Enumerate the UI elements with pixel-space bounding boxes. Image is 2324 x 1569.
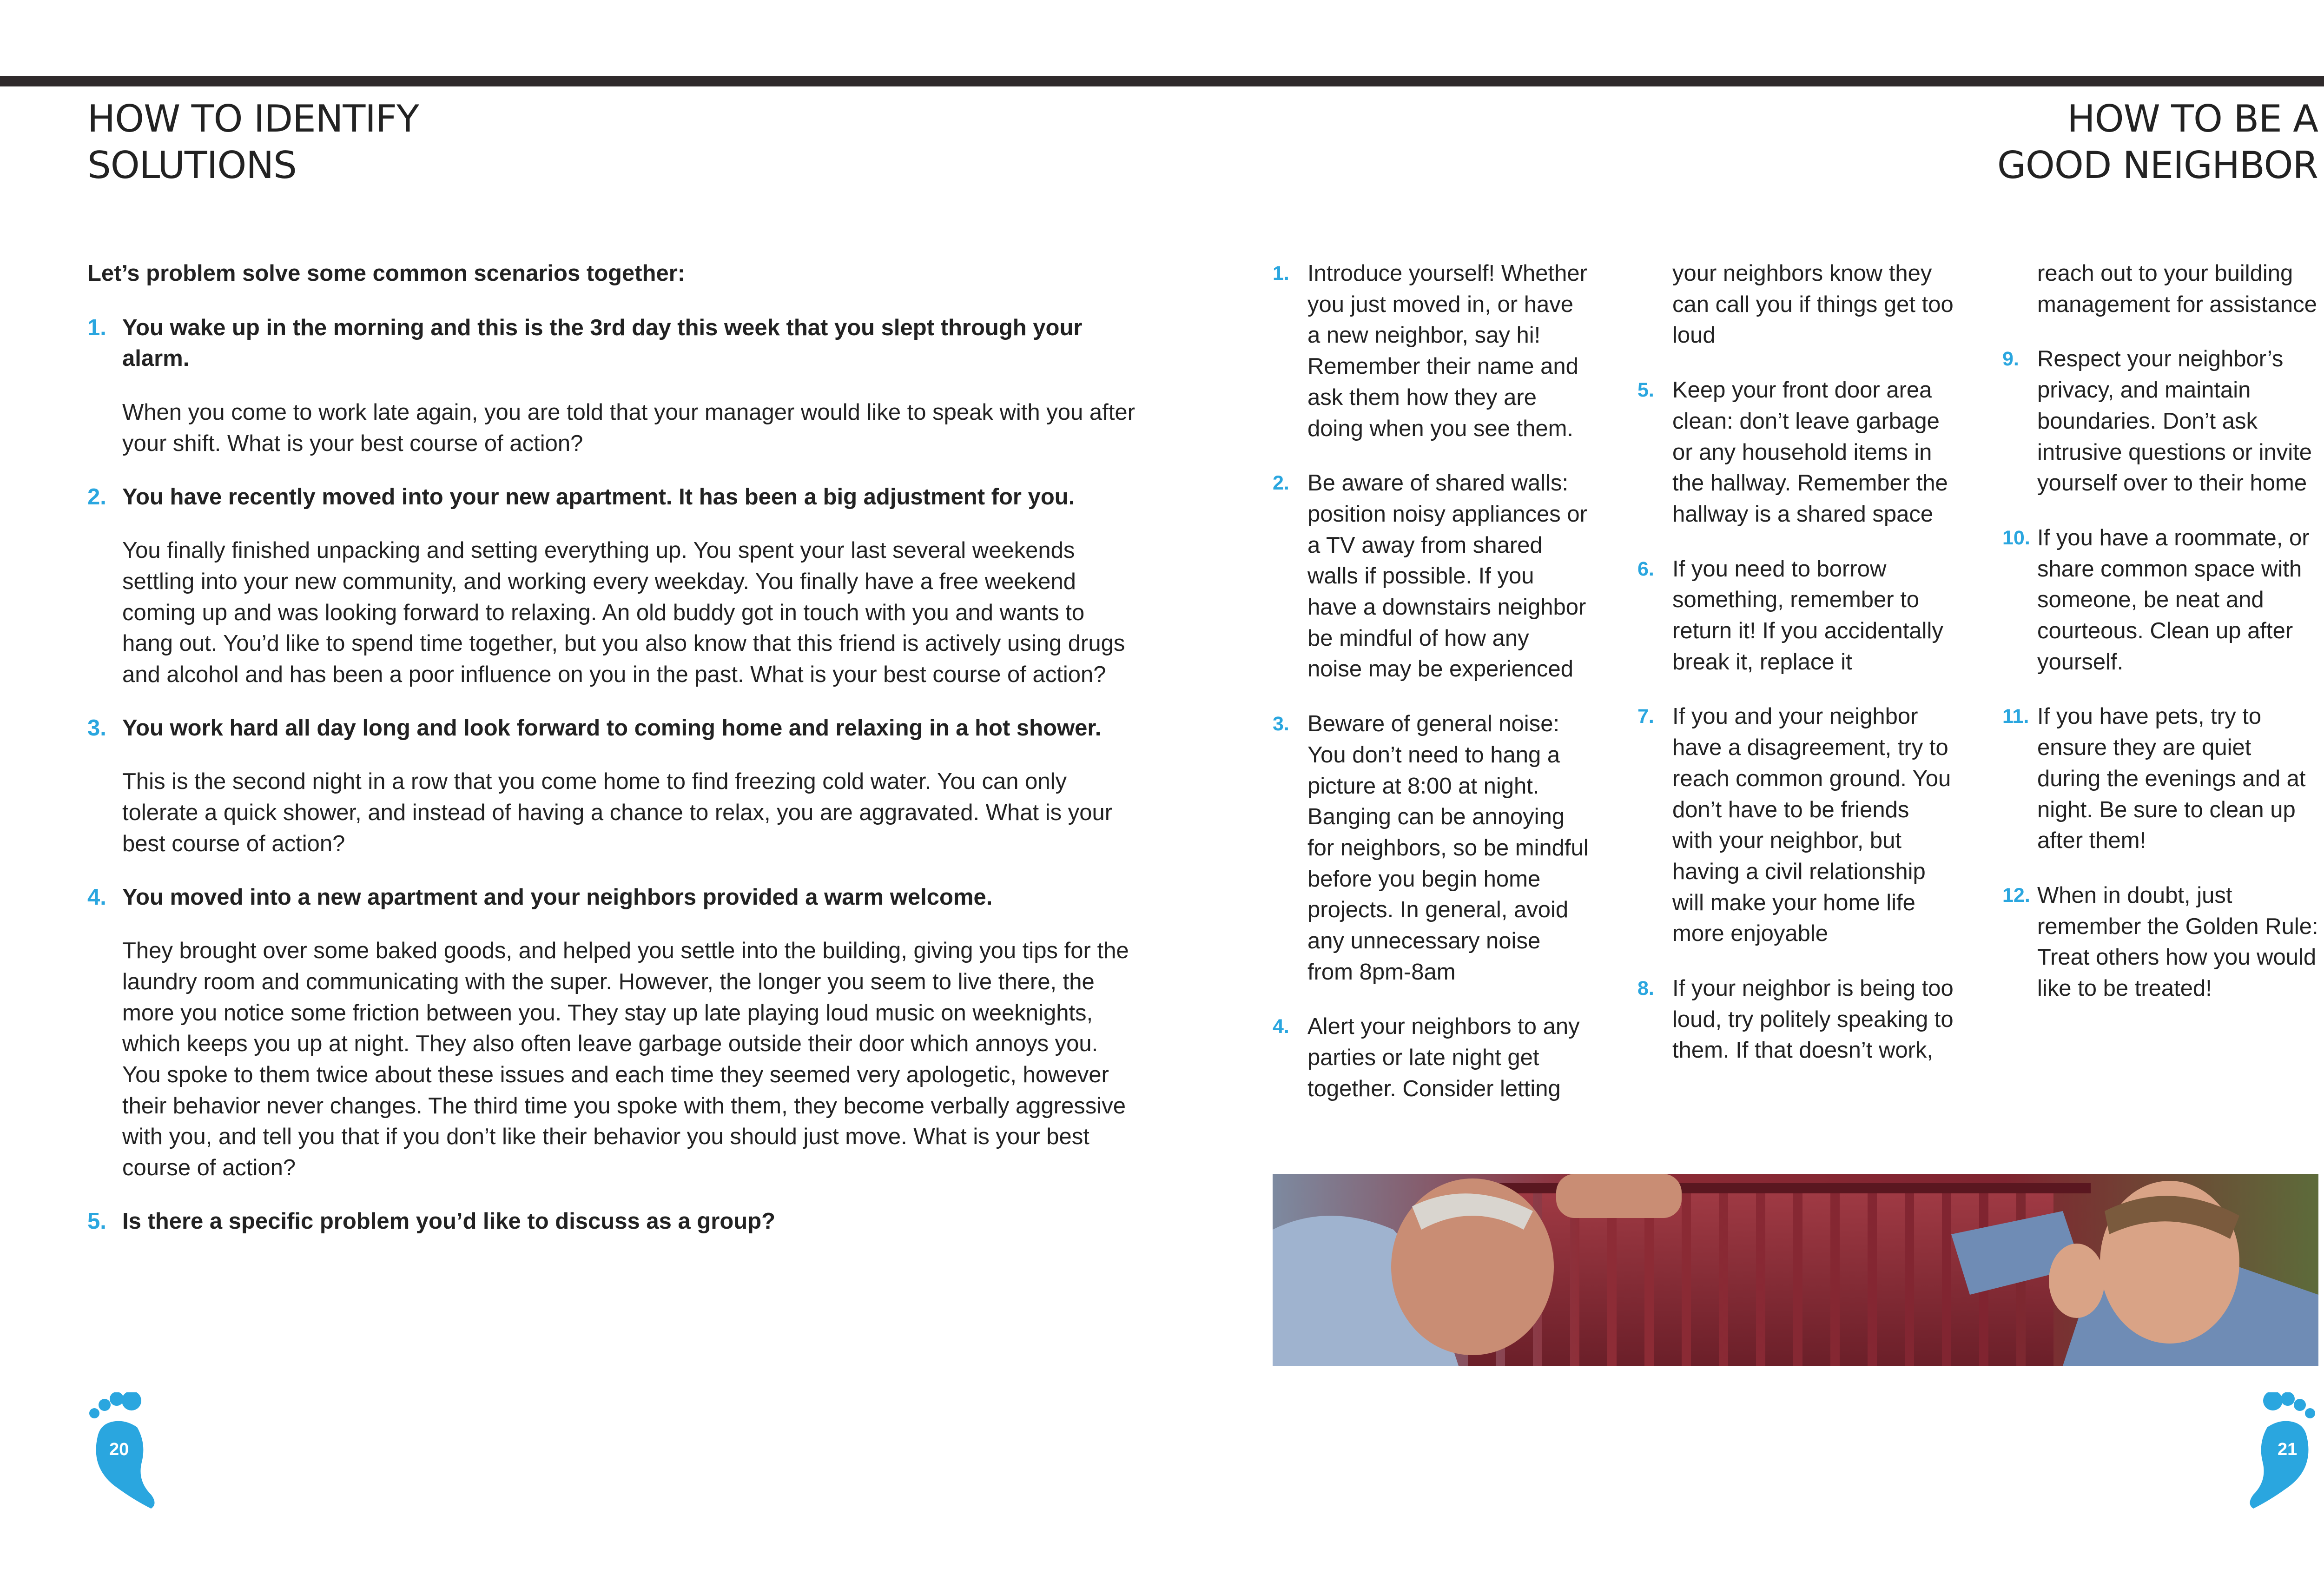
tip-text: If you have pets, try to ensure they are quiet during the evenings and at night. Be sure to clean up after them! [2037, 704, 2306, 854]
tip-number: 11. [2002, 705, 2029, 728]
neighbors-photo-illustration [1273, 1174, 2318, 1366]
scenario-question: You work hard all day long and look forward to coming home and relaxing in a hot shower. [122, 715, 1102, 741]
right-page-title [1807, 96, 2318, 189]
tip-text: Alert your neighbors to any parties or late night get together. Consider letting your neighbors know they can call you if things get too loud [1307, 261, 1954, 1101]
tip-number: 7. [1637, 705, 1654, 728]
tip-item [1637, 375, 1954, 530]
tip-text: Be aware of shared walls: position noisy appliances or a TV away from shared walls if possible. If you have a downstairs neighbor be mindful of how any noise may be experienced [1307, 470, 1587, 682]
right-title-line-2: GOOD NEIGHBOR [1997, 144, 2318, 187]
tip-text: If you and your neighbor have a disagreement, try to reach common ground. You don’t have to be friends with your neighbor, but having a civil relationship will make your home life more enjoyable [1672, 704, 1951, 947]
tip-item [1637, 554, 1954, 678]
neighbor-tips-list [1273, 258, 2318, 1109]
scenario-number: 5. [87, 1208, 106, 1234]
tip-number: 6. [1637, 557, 1654, 580]
scenario-number: 2. [87, 484, 106, 510]
tip-text: When in doubt, just remember the Golden Rule: Treat others how you would like to be treated! [2037, 882, 2318, 1001]
scenario-number: 4. [87, 884, 106, 910]
page-number-right: 21 [2278, 1440, 2298, 1459]
footprint-right-graphic [2235, 1392, 2318, 1513]
tip-text: Keep your front door area clean: don’t leave garbage or any household items in the hallway. Remember the hallway is a shared space [1672, 377, 1948, 527]
tip-item [2002, 523, 2318, 678]
footprint-icon [86, 1392, 170, 1513]
scenario-description: You finally finished unpacking and setting everything up. You spent your last several weekends settling into your new community, and working every weekday. You finally have a free weekend coming up and was looking forward to relaxing. An old buddy got in touch with you and wants to hang out. You’d like to spend time together, but you also know that this friend is actively using drugs and alcohol and has been a poor influence on you in the past. What is your best course of action? [122, 538, 1125, 688]
scenarios-intro: Let’s problem solve some common scenarios together: [87, 261, 686, 286]
tip-number: 5. [1637, 379, 1654, 402]
tip-number: 1. [1273, 262, 1289, 285]
left-page-title [87, 96, 506, 189]
top-rule [0, 76, 2324, 86]
scenario-question: You wake up in the morning and this is the 3rd day this week that you slept through your alarm. [122, 315, 1083, 371]
tip-number: 2. [1273, 472, 1289, 495]
tip-number: 9. [2002, 348, 2019, 371]
scenario-number: 3. [87, 715, 106, 741]
tip-item [2002, 880, 2318, 1004]
footprint-icon [2235, 1392, 2318, 1513]
tip-item [1273, 468, 1589, 685]
scenario-description: When you come to work late again, you are told that your manager would like to speak with you after your shift. What is your best course of action? [122, 400, 1135, 456]
tip-text: If you need to borrow something, remember to return it! If you accidentally break it, replace it [1672, 556, 1943, 675]
tip-item [1273, 258, 1589, 444]
tip-number: 4. [1273, 1015, 1289, 1038]
right-title-line-1: HOW TO BE A [2067, 97, 2318, 140]
tip-number: 8. [1637, 977, 1654, 1000]
neighbors-photo [1273, 1174, 2318, 1366]
scenario-item [87, 312, 1138, 459]
left-title-line-1: HOW TO IDENTIFY [87, 97, 419, 140]
tip-text: If you have a roommate, or share common space with someone, be neat and courteous. Clean up after yourself. [2037, 525, 2310, 675]
tip-text: If your neighbor is being too loud, try politely speaking to them. If that doesn’t work, reach out to your building management for assistance [1672, 261, 2317, 1063]
page-number-left: 20 [109, 1440, 129, 1459]
tip-number: 12. [2002, 884, 2030, 907]
tip-item [1273, 708, 1589, 987]
tip-number: 3. [1273, 713, 1289, 735]
scenario-item [87, 1206, 1138, 1237]
scenarios-section [87, 258, 1138, 1259]
tip-text: Beware of general noise: You don’t need to hang a picture at 8:00 at night. Banging can be annoying for neighbors, so be mindful before you begin home projects. In general, avoid any unnecessary noise from 8pm-8am [1307, 711, 1589, 985]
tip-text: Respect your neighbor’s privacy, and maintain boundaries. Don’t ask intrusive questions or invite yourself over to their home [2037, 346, 2312, 496]
tip-number: 10. [2002, 526, 2030, 549]
scenario-number: 1. [87, 315, 106, 340]
scenario-item [87, 713, 1138, 860]
scenario-question: You moved into a new apartment and your neighbors provided a warm welcome. [122, 884, 993, 910]
scenario-description: This is the second night in a row that you come home to find freezing cold water. You can only tolerate a quick shower, and instead of having a chance to relax, you are aggravated. What is your best course of action? [122, 769, 1113, 856]
tip-text: Introduce yourself! Whether you just moved in, or have a new neighbor, say hi! Remember their name and ask them how they are doing when you see them. [1307, 261, 1587, 441]
scenario-question: You have recently moved into your new apartment. It has been a big adjustment for you. [122, 484, 1075, 510]
tip-item [1637, 701, 1954, 949]
tip-item [2002, 701, 2318, 856]
scenario-item [87, 482, 1138, 690]
tip-item [2002, 344, 2318, 499]
scenario-item [87, 882, 1138, 1184]
scenario-question: Is there a specific problem you’d like to discuss as a group? [122, 1208, 776, 1234]
left-title-line-2: SOLUTIONS [87, 144, 297, 187]
scenario-description: They brought over some baked goods, and helped you settle into the building, giving you tips for the laundry room and communicating with the super. However, the longer you seem to live there, the more you notice some friction between you. They stay up late playing loud music on weeknights, which keeps you up at night. They also often leave garbage outside their door which annoys you. You spoke to them twice about these issues and each time they seemed very apologetic, however their behavior never changes. The third time you spoke with them, they become verbally aggressive with you, and tell you that if you don’t like their behavior you should just move. What is your best course of action? [122, 938, 1129, 1181]
